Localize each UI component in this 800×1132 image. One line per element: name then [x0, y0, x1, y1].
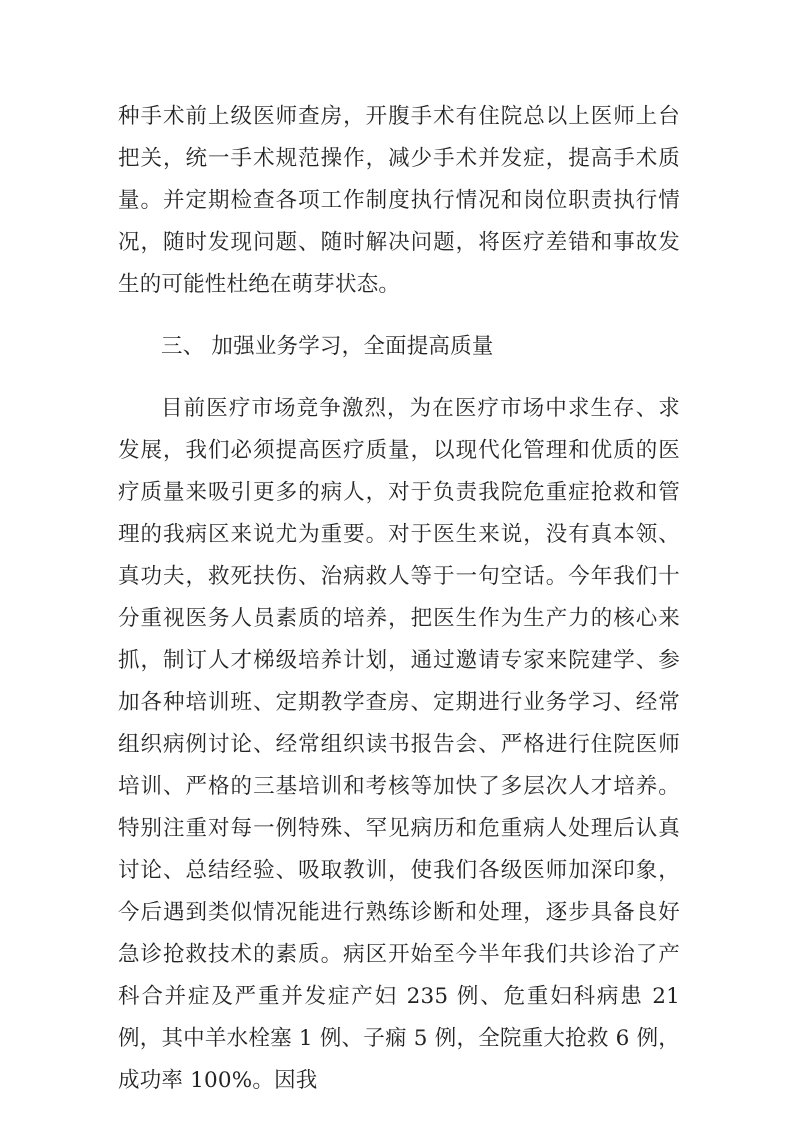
block-spacer: [118, 368, 680, 388]
paragraph-continued-surgery-quality: 种手术前上级医师查房，开腹手术有住院总以上医师上台把关，统一手术规范操作，减少手术并发症，提高手术质量。并定期检查各项工作制度执行情况和岗位职责执行情况，随时发现问题、随时解决问题，将医疗差错和事故发生的可能性杜绝在萌芽状态。: [118, 104, 680, 297]
document-body: [118, 96, 680, 1102]
block-spacer: [118, 306, 680, 326]
section-heading-three: 三、 加强业务学习，全面提高质量: [161, 334, 494, 359]
paragraph-training-quality: 目前医疗市场竞争激烈，为在医疗市场中求生存、求发展，我们必须提高医疗质量，以现代化管理和优质的医疗质量来吸引更多的病人，对于负责我院危重症抢救和管理的我病区来说尤为重要。对于医生来说，没有真本领、真功夫，救死扶伤、治病救人等于一句空话。今年我们十分重视医务人员素质的培养，把医生作为生产力的核心来抓，制订人才梯级培养计划，通过邀请专家来院建学、参加各种培训班、定期教学查房、定期进行业务学习、经常组织病例讨论、经常组织读书报告会、严格进行住院医师培训、严格的三基培训和考核等加快了多层次人才培养。特别注重对每一例特殊、罕见病历和危重病人处理后认真讨论、总结经验、吸取教训，使我们各级医师加深印象，今后遇到类似情况能进行熟练诊断和处理，逐步具备良好急诊抢救技术的素质。病区开始至今半年我们共诊治了产科合并症及严重并发症产妇 235 例、危重妇科病患 21 例，其中羊水栓塞 1 例、子痫 5 例，全院重大抢救 6 例，成功率 100%。因我: [118, 396, 680, 1093]
